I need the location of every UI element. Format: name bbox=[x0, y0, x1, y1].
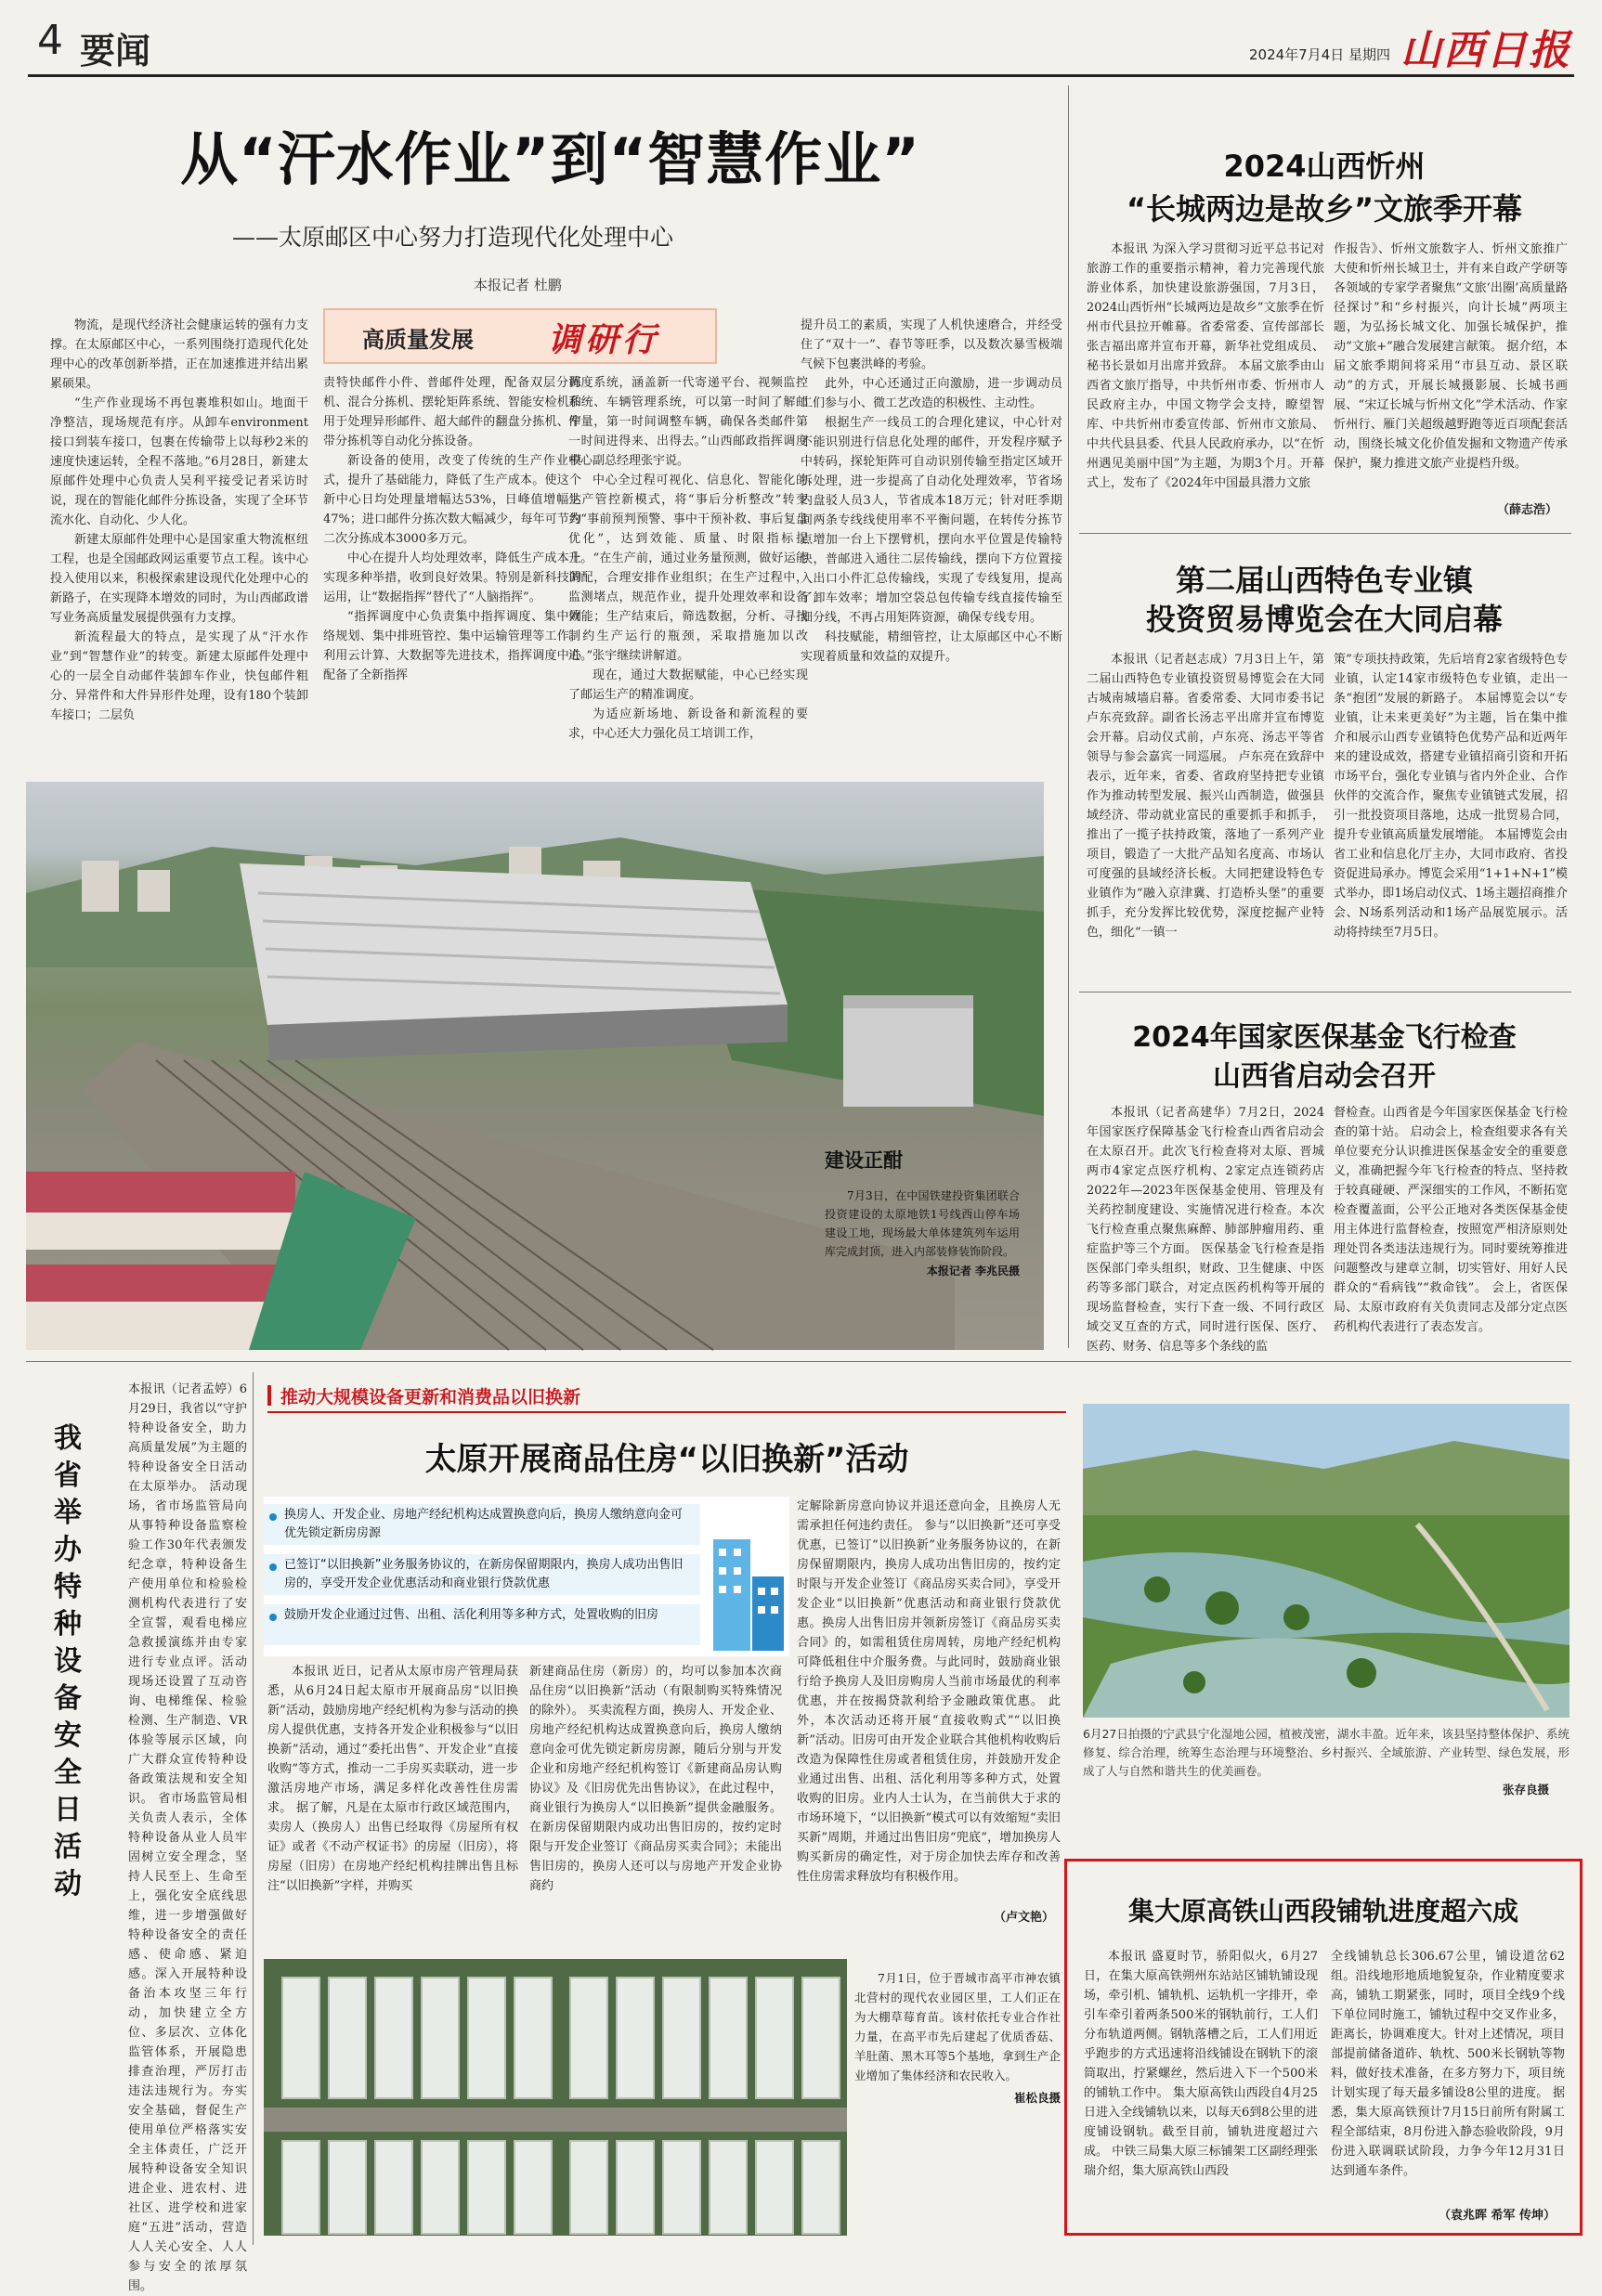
lead-col2-p4: “指挥调度中心负责集中指挥调度、集中网络规划、集中排班管控、集中运输管理等工作。利用云计算、大数据等先进技术，指挥调度中心配备了全新指挥 bbox=[323, 610, 581, 682]
right-story3-col1-text: 本报讯（记者高建华）7月2日，2024年国家医疗保障基金飞行检查山西省启动会在太原召开。此次飞行检查将对太原、晋城两市4家定点医疗机构、2家定点连锁药店2022年—2023年医保基金使用、管理及有关药控制度建设、实施情况进行检查。本次飞行检查重点聚焦麻醉、肺部肿瘤用药、重症监护等三个方面。 医保基金飞行检查是指医保部门牵头组织，财政、卫生健康、中医药等多部门联合，对定点医药机构等开展的现场监督检查，实行下查一级、不同行政区域交叉互查的方式，同时进行医保、医疗、医药、财务、信息等多个条线的监 bbox=[1087, 1106, 1324, 1354]
housing-credit: （卢文艳） bbox=[990, 1907, 1054, 1925]
lead-col4-p3: 根据生产一线员工的合理化建议，中心针对不能识别进行信息化处理的邮件，开发程序赋予中转码，探轮矩阵可自动识别传输至指定区域开拆处理，进一步提高了自动化处理效率，节省场内盘驳人员3人，节省成本18万元；针对旺季期间两条专线线使用率不平衡问题，在转传分拣节点增加一台上下摆臂机，摆向水平位置是传输特快，普邮进入通往二层传输线，摆向下方位置接入出口小件汇总传输线，实现了专线复用，提高了卸车效率；增加空袋总包传输专线直接传输至细分线，不再占用矩阵资源，确保专线专用。 bbox=[801, 416, 1062, 625]
main-photo-credit: 本报记者 李兆民摄 bbox=[926, 1265, 1020, 1278]
housing-banner bbox=[267, 1380, 1066, 1413]
wetland-illustration bbox=[1083, 1404, 1569, 1718]
bullet-text-2: 已签订“以旧换新”业务服务协议的，在新房保留期限内，换房人成功出售旧房的，享受开发企业优惠活动和商业银行贷款优惠 bbox=[284, 1558, 684, 1590]
section-title: 要闻 bbox=[80, 30, 151, 71]
rail-col2-text: 全线铺轨总长306.67公里，铺设道岔62组。沿线地形地质地貌复杂，作业精度要求高，铺轨工期紧张，同时，项目全线9个线下单位同时施工，铺轨过程中交叉作业多，距离长，协调难度大。针对上述情况，项目部提前储备道砟、轨枕、500米长钢轨等物料，做好技术准备，在多方努力下，项目统计划实现了每天最多铺设8公里的进度。 据悉，集大原高铁预计7月15日前所有附属工程全部结束，8月份进入静态验收阶段，9月份进入联调联试阶段，力争今年12月31日达到通车条件。 bbox=[1331, 1950, 1565, 2178]
infographic-bullet-2 bbox=[264, 1554, 700, 1595]
housing-column-3 bbox=[797, 1497, 1061, 1926]
lead-col3-p2: 中心全过程可视化、信息化、智能化的生产管控新模式，将“事后分析整改”转变为“事前预判预警、事中干预补救、事后复盘优化”，达到效能、质量、时限指标提升。“在生产前，通过业务量预测，做好运能调配，合理安排作业组织；在生产过程中，监测堵点，规范作业，提升处理效率和设备效能；生产结束后，筛选数据，分析、寻找制约生产运行的瓶颈，采取措施加以改进。”张宇继续讲解道。 bbox=[568, 473, 808, 663]
masthead-rule bbox=[28, 74, 1574, 77]
left-story-text bbox=[26, 1380, 247, 2293]
housing-column-2 bbox=[529, 1662, 782, 1931]
bullet-dot-icon bbox=[269, 1614, 277, 1621]
lead-col2-p1: 责特快邮件小件、普邮件处理，配备双层分拣机、混合分拣机、摆轮矩阵系统、智能安检机和用于处理异形邮件、超大邮件的翻盘分拣机、窄带分拣机等自动化分拣设备。 bbox=[323, 376, 581, 448]
left-divider bbox=[253, 1372, 254, 2245]
column-divider bbox=[1068, 85, 1069, 1348]
right-story2-title-1: 第二届山西特色专业镇 bbox=[1175, 563, 1473, 598]
housing-col2-text: 新建商品住房（新房）的，均可以参加本次商品住房“以旧换新”活动（有限制购买特殊情况的除外）。 买卖流程方面，换房人、开发企业、房地产经纪机构达成置换意向后，换房人缴纳意向金可优先锁定新房房源，随后分别与开发企业和房地产经纪机构签订《新建商品房认购协议》及《旧房优先出售协议》，在此过程中，商业银行为换房人“以旧换新”提供金融服务。在新房保留期限内成功出售旧房的，按约定时限与开发企业签订《商品房买卖合同》；未能出售旧房的，换房人还可以与房地产开发企业协商约 bbox=[529, 1665, 782, 1893]
rail-story-title: 集大原高铁山西段铺轨进度超六成 bbox=[1127, 1896, 1518, 1926]
lead-banner bbox=[323, 308, 717, 364]
lead-col2-p2: 新设备的使用，改变了传统的生产作业模式，提升了基础能力，降低了生产成本。使这个新中心日均处理量增幅达53%，日峰值增幅达47%；进口邮件分拣次数大幅减少，每年可节约二次分拣成本3000多万元。 bbox=[323, 454, 581, 546]
lead-headline: 从“汗水作业”到“智慧作业” bbox=[180, 125, 920, 193]
lead-col1-p3: 新建太原邮件处理中心是国家重大物流枢纽工程，也是全国邮政网运重要节点工程。该中心投入使用以来，积极探索建设现代化处理中心的新路子，在实现降本增效的同时，为山西邮政谱写业务高质量发展提供强有力支撑。 bbox=[50, 533, 308, 625]
main-photo-caption-box bbox=[825, 1146, 1020, 1328]
lead-subtitle: ——太原邮区中心努力打造现代化处理中心 bbox=[232, 224, 674, 251]
rail-credit: （袁兆晖 希军 传坤） bbox=[1439, 2209, 1556, 2223]
section-rule bbox=[26, 1361, 1571, 1362]
left-story-title: 我省举办特种设备安全日活动 bbox=[54, 1422, 82, 1900]
right-photo-credit: 张存良摄 bbox=[1503, 1783, 1550, 1797]
masthead bbox=[28, 17, 1574, 74]
right-story1-title-2: “长城两边是故乡”文旅季开幕 bbox=[1126, 191, 1523, 227]
right-story3-title-1: 2024年国家医保基金飞行检查 bbox=[1132, 1021, 1517, 1054]
banner-left: 高质量发展 bbox=[362, 327, 474, 353]
housing-title: 太原开展商品住房“以旧换新”活动 bbox=[424, 1441, 909, 1478]
housing-banner-marker bbox=[267, 1385, 271, 1406]
right-story3-column-2 bbox=[1334, 1103, 1568, 1350]
bottom-photo-caption: 7月1日，位于晋城市高平市神农镇北营村的现代农业园区里，工人们正在为大棚草莓育苗。该村依托专业合作社力量，在高平市先后建起了优质香菇、羊肚菌、黑木耳等5个基地，拿到生产企业增加了集体经济和农民收入。 bbox=[854, 1971, 1061, 2082]
right-story2-title-2: 投资贸易博览会在大同启幕 bbox=[1145, 602, 1503, 637]
lead-col1-p1: 物流，是现代经济社会健康运转的强有力支撑。在太原邮区中心，一系列围绕打造现代化处理中心的改革创新举措，正在加速推进并结出累累硕果。 bbox=[50, 318, 308, 391]
housing-infographic bbox=[264, 1497, 789, 1656]
right-story3-col2-text: 督检查。山西省是今年国家医保基金飞行检查的第十站。 启动会上，检查组要求各有关单位要充分认识推进医保基金安全的重要意义，准确把握今年飞行检查的特点、坚持救于较真碰硬、严深细实的工作风，不断拓宽检查覆盖面，公平公正地对各类医保基金使用主体进行监督检查，按照宽严相济原则处理处罚各类违法违规行为。同时要统筹推进问题整改与建章立制，切实管好、用好人民群众的“看病钱”“救命钱”。 会上，省医保局、太原市政府有关负责同志及部分定点医药机构代表进行了表态发言。 bbox=[1334, 1106, 1568, 1334]
paper-logo: 山西日报 bbox=[1400, 27, 1571, 74]
main-photo bbox=[26, 782, 1044, 1350]
rail-col1-text: 本报讯 盛夏时节，骄阳似火，6月27日，在集大原高铁朔州东站站区铺轨铺设现场，牵引机、铺轨机、运轨机一字排开，牵引车牵引着两条500米的钢轨前行，工人们分布轨道两侧。钢轨落槽之后，工人们用近乎跑步的方式迅速将沿线铺设在钢轨下的滚筒取出，拧紧螺丝，然后进入下一个500米的铺轨工作中。 集大原高铁山西段自4月25日进入全线铺轨以来，以每天6到8公里的进度铺设钢轨。截至目前，铺轨进度超过六成。 中铁三局集大原三标铺架工区副经理张瑞介绍，集大原高铁山西段 bbox=[1084, 1950, 1318, 2178]
greenhouse-illustration bbox=[264, 1959, 847, 2236]
housing-banner-text: 推动大规模设备更新和消费品以旧换新 bbox=[280, 1387, 581, 1407]
right-story2-col1-text: 本报讯（记者赵志成）7月3日上午，第二届山西特色专业镇投资贸易博览会在大同古城南城墙启幕。省委常委、大同市委书记卢东亮致辞。副省长汤志平出席并宣布博览会开幕。启动仪式前，卢东亮、汤志平等省领导与参会嘉宾一同巡展。 卢东亮在致辞中表示，近年来，省委、省政府坚持把专业镇作为推动转型发展、振兴山西制造，做强县域经济、带动就业富民的重要抓手和抓手，推出了一揽子扶持政策，落地了一系列产业项目，锻造了一大批产品知名度高、市场认可度强的县域经济长板。大同把建设特色专业镇作为“融入京津冀、打造桥头堡”的重要抓手，充分发挥比较优势，深度挖掘产业特色，细化“一镇一 bbox=[1087, 653, 1324, 940]
right-photo-caption: 6月27日拍摄的宁武县宁化湿地公园，植被茂密，湖水丰盈。近年来，该县坚持整体保护、系统修复、综合治理，统筹生态治理与环境整治、乡村振兴、全域旅游、产业转型、绿色发展，形成了人与自然和谐共生的优美画卷。 bbox=[1083, 1727, 1569, 1778]
banner-right: 调研行 bbox=[548, 320, 660, 359]
lead-column-3 bbox=[568, 373, 808, 741]
lead-col3-p1: 调度系统，涵盖新一代寄递平台、视频监控系统、车辆管理系统，可以第一时间了解邮件量，第一时间调整车辆，确保各类邮件第一时间进得来、出得去。”山西邮政指挥调度中心副总经理张宇说。 bbox=[568, 376, 808, 468]
housing-col3-text: 定解除新房意向协议并退还意向金，且换房人无需承担任何违约责任。 参与“以旧换新”还可享受优惠，已签订“以旧换新”业务服务协议的，在新房保留期限内，换房人成功出售旧房的，按约定时限与开发企业签订《商品房买卖合同》，享受开发企业“以旧换新”优惠活动和商业银行贷款优惠。换房人出售旧房并领新房签订《商品房买卖合同》的，如需租赁住房周转，房地产经纪机构可降低租住中介服务费。与此同时，鼓励商业银行给予换房人及旧房购房人当前市场最优的利率优惠，并在按揭贷款利给予金融政策优惠。 此外，本次活动还将开展“直接收购式”“以旧换新”活动。旧房可由开发企业联合其他机构收购后改造为保障性住房或者租赁住房，并鼓励开发企业通过出售、出租、活化利用等多种方式，处置收购的旧房。业内人士认为，在当前供大于求的市场环境下，“以旧换新”模式可以有效缩短“卖旧买新”周期，并通过出售旧房“兜底”，增加换房人购买新房的确定性，对于房企加快去库存和改善性住房需求释放均有积极作用。 bbox=[797, 1499, 1061, 1884]
bullet-dot-icon bbox=[269, 1513, 277, 1521]
bottom-photo-caption-box bbox=[854, 1968, 1061, 2238]
right-story3-column-1 bbox=[1087, 1103, 1324, 1354]
lead-col4-p1: 提升员工的素质，实现了人机快速磨合，并经受住了“双十一”、春节等旺季，以及数次暴雪极端气候下包裹洪峰的考验。 bbox=[801, 318, 1062, 371]
bottom-photo bbox=[264, 1959, 847, 2236]
bullet-dot-icon bbox=[269, 1563, 277, 1571]
right-story1-column-2 bbox=[1334, 240, 1568, 518]
right-photo bbox=[1083, 1404, 1569, 1718]
lead-col1-p2: “生产作业现场不再包裹堆积如山。地面干净整洁，现场规范有序。从卸车environment 接口到装车接口，包裹在传输带上以每秒2米的速度快速运转，全程不落地。”6月28日，新建太原邮件处理中心负责人吴利平接受记者采访时说，现在的智能化邮件分拣设备，实现了全环节流水化、自动化、少人化。 bbox=[50, 396, 308, 527]
left-story-body: 本报讯（记者孟婷）6月29日，我省以“守护特种设备安全，助力高质量发展”为主题的特种设备安全日活动在太原举办。 活动现场，省市场监管局向从事特种设备监察检验工作30年代表颁发纪念章，特种设备生产使用单位和检验检测机构代表进行了安全宣誓，观看电梯应急救援演练并由专家进行专业点评。活动现场还设置了互动咨询、电梯维保、检验检测、生产制造、VR体验等展示区域，向广大群众宣传特种设备政策法规和安全知识。 省市场监管局相关负责人表示，全体特种设备从业人员牢固树立安全理念，坚持人民至上、生命至上，强化安全底线思维，进一步增强做好特种设备安全的责任感、使命感、紧迫感。深入开展特种设备治本攻坚三年行动，加快建立全方位、多层次、立体化监管体系，开展隐患排查治理，严厉打击违法违规行为。夯实安全基础，督促生产使用单位严格落实安全主体责任，广泛开展特种设备安全知识进企业、进农村、进社区、进学校和进家庭“五进”活动，营造人人关心安全、人人参与安全的浓厚氛围。 bbox=[128, 1382, 247, 2293]
right-story1-credit: （薛志浩） bbox=[1497, 503, 1558, 517]
bullet-text-3: 鼓励开发企业通过过售、出租、活化利用等多种方式，处置收购的旧房 bbox=[284, 1608, 659, 1622]
lead-col3-p3: 现在，通过大数据赋能，中心已经实现了邮运生产的精准调度。 bbox=[568, 668, 808, 702]
right-story1-col1-text: 本报讯 为深入学习贯彻习近平总书记对旅游工作的重要指示精神，着力完善现代旅游业体系，加快建设旅游强国，7月3日，2024山西忻州“长城两边是故乡”文旅季在忻州市代县拉开帷幕。省委常委、宣传部部长张吉福出席并宣布开幕，新华社党组成员、秘书长景如月出席并致辞。 本届文旅季由山西省文旅厅指导，中共忻州市委、忻州市人民政府主办，中国文物学会支持，瞭望智库、中共忻州市委宣传部、忻州市文旅局、中共代县县委、代县人民政府承办，以“在忻州遇见美丽中国”为主题，为期3个月。开幕式上，发布了《2024年中国最具潜力文旅 bbox=[1087, 242, 1324, 490]
lead-col4-p4: 科技赋能，精细管控，让太原邮区中心不断实现着质量和效益的双提升。 bbox=[801, 630, 1062, 664]
infographic-bullet-1 bbox=[264, 1504, 700, 1545]
right-story1-title-1: 2024山西忻州 bbox=[1223, 149, 1426, 184]
lead-column-2 bbox=[323, 373, 581, 732]
right-divider-1 bbox=[1079, 533, 1571, 534]
bottom-photo-credit: 崔松良摄 bbox=[1013, 2091, 1061, 2105]
right-story1-column-1 bbox=[1087, 240, 1324, 518]
rail-story-box bbox=[1064, 1859, 1582, 2236]
right-story2-col2-text: 策”专项扶持政策，先后培育2家省级特色专业镇，认定14家市级特色专业镇，走出一条“抱团”发展的新路子。 本届博览会以“专业镇，让未来更美好”为主题，旨在集中推介和展示山西专业镇特色优势产品和近两年来的建设成效，搭建专业镇招商引资和开拓市场平台，强化专业镇与省内外企业、合作伙伴的交流合作，聚焦专业镇链式发展，招引一批投资项目落地，达成一批贸易合同，提升专业镇高质量发展增能。 本届博览会由省工业和信息化厅主办，大同市政府、省投资促进局承办。博览会采用“1+1+N+1”模式举办，即1场启动仪式、1场主题招商推介会、N场系列活动和1场产品展览展示。活动将持续至7月5日。 bbox=[1334, 653, 1568, 940]
building-icon bbox=[706, 1502, 788, 1654]
issue-date: 2024年7月4日 星期四 bbox=[1249, 46, 1391, 63]
infographic-bullet-3 bbox=[264, 1604, 700, 1645]
housing-column-1 bbox=[267, 1662, 518, 1931]
lead-byline: 本报记者 杜鹏 bbox=[474, 277, 562, 293]
right-story1-col2-text: 作报告》、忻州文旅数字人、忻州文旅推广大使和忻州长城卫士，并有来自政产学研等各领域的专家学者聚焦“文旅‘出圈’高质量路径探讨”和“乡村振兴，向计长城”两项主题，为弘扬长城文化、加强长城保护，推动“文旅+”融合发展建言献策。 据介绍，本届文旅季期间将采用“市县互动、景区联动”的方式，开展长城摄影展、长城书画展、“宋辽长城与忻州文化”学术活动、作家忻州行、雁门关超级越野跑等近百项配套活动，围绕长城文化价值发掘和文物遗产传承保护，聚力推进文旅产业提档升级。 bbox=[1334, 242, 1568, 471]
right-story3-title-2: 山西省启动会召开 bbox=[1213, 1060, 1436, 1093]
rail-column-2 bbox=[1331, 1947, 1565, 2203]
lead-col4-p2: 此外，中心还通过正向激励，进一步调动员工们参与小、微工艺改造的积极性、主动性。 bbox=[801, 377, 1062, 410]
lead-col2-p3: 中心在提升人均处理效率，降低生产成本上实现多种举措，收到良好效果。特别是新科技的运用，让“数据指挥”替代了“人脑指挥”。 bbox=[323, 551, 581, 604]
rail-column-1 bbox=[1084, 1947, 1318, 2225]
lead-column-1 bbox=[50, 316, 308, 732]
bullet-text-1: 换房人、开发企业、房地产经纪机构达成置换意向后，换房人缴纳意向金可优先锁定新房房源 bbox=[284, 1508, 684, 1540]
right-story2-column-1 bbox=[1087, 650, 1324, 979]
page-number: 4 bbox=[37, 17, 63, 64]
right-story2-column-2 bbox=[1334, 650, 1568, 979]
lead-column-4 bbox=[801, 316, 1062, 732]
housing-col1-text: 本报讯 近日，记者从太原市房产管理局获悉，从6月24日起太原市开展商品房“以旧换新”活动，鼓励房地产经纪机构为参与活动的换房人提供优惠，支持各开发企业积极参与“以旧换新”活动，通过“委托出售”、开发企业“直接收购”等方式，推动一二手房买卖联动，进一步激活房地产市场，满足多样化改善性住房需求。 据了解，凡是在太原市行政区域范围内，卖房人（换房人）出售已经取得《房屋所有权证》或者《不动产权证书》的房屋（旧房），将房屋（旧房）在房地产经纪机构挂牌出售且标注“以旧换新”字样，并购买 bbox=[267, 1665, 518, 1893]
lead-col1-p4: 新流程最大的特点，是实现了从“汗水作业”到“智慧作业”的转变。新建太原邮件处理中心的一层全自动邮件装卸车作业，快包邮件粗分、异常件和大件异形件处理，设有180个装卸车接口；二层负 bbox=[50, 630, 308, 722]
main-photo-caption-title: 建设正酣 bbox=[825, 1149, 903, 1172]
lead-col3-p4: 为适应新场地、新设备和新流程的要求，中心还大力强化员工培训工作， bbox=[568, 707, 808, 741]
main-photo-caption: 7月3日，在中国铁建投资集团联合投资建设的太原地铁1号线西山停车场建设工地，现场最大单体建筑列车运用库完成封顶，进入内部装修装饰阶段。 bbox=[825, 1189, 1020, 1258]
